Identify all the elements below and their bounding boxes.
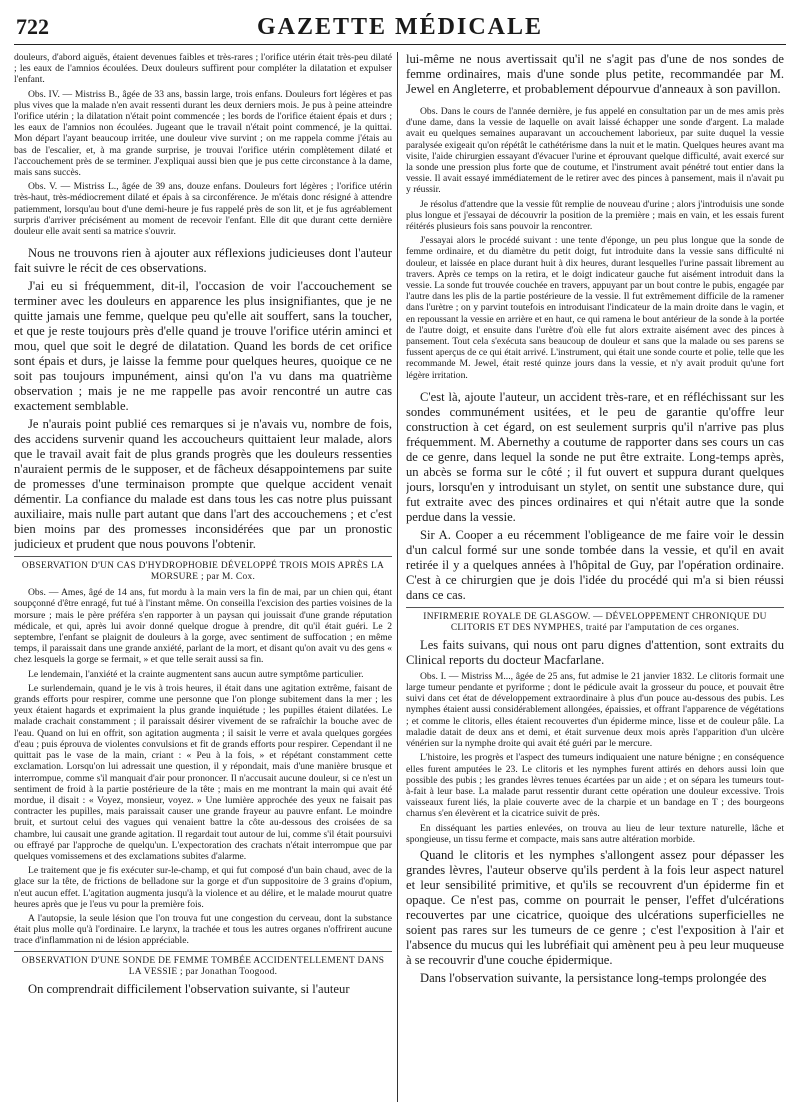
paragraph: L'histoire, les progrès et l'aspect des tumeurs indiquaient une nature bénigne ; en conséquence elles furent amputées le 23. Le clitoris et les nymphes furent attirés en dehors aussi loin que possible des pubis ; les grandes lèvres tenues écartées par un aide ; et on sépara les tumeurs tout-à-fait à leur base. La malade parut ressentir durant cette opération une douleur excessive. Trois vaisseaux furent liés, la plaie couverte avec de la charpie et un bandage en T ; des bourgeons charnus s'en élevèrent et la cicatrice suivit de près. [406,752,784,820]
header-rule [14,44,786,45]
article-title: OBSERVATION D'UNE SONDE DE FEMME TOMBÉE ACCIDENTELLEMENT DANS LA VESSIE ; par Jonathan Toogood. [21,955,385,977]
paragraph: En disséquant les parties enlevées, on trouva au lieu de leur texture naturelle, lâche et spongieuse, un tissu ferme et compacte, mais sans autre altération morbide. [406,822,784,845]
section-rule [14,951,392,952]
paragraph: Nous ne trouvons rien à ajouter aux réflexions judicieuses dont l'auteur fait suivre le récit de ces observations. [14,246,392,276]
paragraph: C'est là, ajoute l'auteur, un accident très-rare, et en réfléchissant sur les sondes communément usitées, et le peu de garantie qu'offre leur construction à cet égard, on est seulement surpris qu'il n'arrive pas plus fréquemment. M. Abernethy a coutume de rapporter dans ses cours un cas de ce genre, dans lequel la sonde ne put être extraite. Long-temps après, un abcès se forma sur le côté ; il fut ouvert et suppura durant quelques jours, lorsqu'en y introduisant un stylet, on sentit une substance dure, qui fut extraite avec des pinces ordinaires et qui n'était autre que la sonde perdue dans la vessie. [406,389,784,524]
paragraph: douleurs, d'abord aiguës, étaient devenues faibles et très-rares ; l'orifice utérin était très-peu dilaté ; les eaux de l'amnios écoulées. Deux douleurs suffirent pour compléter la dilatation et expulser l'enfant. [14,52,392,86]
paragraph: lui-même ne nous avertissait qu'il ne s'agit pas d'une de nos sondes de femme ordinaires, mais d'une sonde plus petite, recommandée par M. Jewel en Angleterre, et probablement dépourvue d'anneaux à son pavillon. [406,52,784,96]
paragraph: J'essayai alors le procédé suivant : une tente d'éponge, un peu plus longue que la sonde de femme ordinaire, et du diamètre du petit doigt, fut introduite dans la vessie sans difficulté ni douleur, et laissée en place durant huit à dix heures, durant lesquelles l'urine passait librement au travers. Après ce temps on la retira, et le doigt indicateur gauche fut aisément introduit dans la vessie. La sonde fut trouvée couchée en travers, appuyant par un bout contre le pubis, engagée par l'autre dans les plis de la partie postérieure de la vessie. Il fut extrêmement difficile de la ramener dans l'urètre ; on y parvint toutefois en introduisant l'indicateur de la main droite dans le vagin, et en repoussant la vessie en arrière et en haut, ce qui ramena le bout antérieur de la sonde à la portée de l'autre doigt, et ensuite dans l'urètre d'où elle fut alors extraite aisément avec des pinces à pansement. Tout cela s'exécuta sans beaucoup de douleur et sans que la malade ou ses parens se fussent aperçus de ce qui était arrivé. L'instrument, qui était une sonde courte et polie, telle que les recommande M. Jewel, était resté quinze jours dans la vessie, et n'y avait produit qu'une fort légère irritation. [406,235,784,381]
page-number: 722 [16,14,49,39]
right-column [406,52,784,1104]
observation-paragraph: Obs. — Ames, âgé de 14 ans, fut mordu à la main vers la fin de mai, par un chien qui, étant soupçonné d'être enragé, fut tué à l'instant même. On conseilla l'excision des parties voisines de la morsure ; mais le père préféra s'en rapporter à un paysan qui jouissait d'une grande réputation médicale, et qui, après lui avoir donné quelque drogue à prendre, dit qu'il était guéri. Le 2 septembre, l'enfant se plaignit de douleurs à la gorge, avec sentiment de suffocation ; en même temps, il paraissait dans une grande anxiété, parlant de la mort, et disant qu'on avait vu des gens « chez lesquels la gorge se fermait, » et que telle serait aussi sa fin. [14,587,392,666]
section-rule [406,607,784,608]
observation-paragraph: Obs. I. — Mistriss M..., âgée de 25 ans, fut admise le 21 janvier 1832. Le clitoris formait une large tumeur pendante et pyriforme ; dont le pédicule avait la grosseur du pouce, et pouvait être suivi dans cet état de développement extraordinaire à plus d'un pouce au-dessous des pubis. Les nymphes étaient aussi considérablement allongées, épaissies, et offrant l'apparence de végétations ; et comme le clitoris, elles étaient recouvertes d'un épiderme mince, lisse et de couleur pâle. La maladie datait de deux ans et demi, et était survenue deux mois après l'apparition d'un ulcère vénérien sur la nymphe droite qui avait été guéri par le mercure. [406,670,784,750]
paragraph: Je n'aurais point publié ces remarques si je n'avais vu, nombre de fois, des accidens survenir quand les accoucheurs quittaient leur malade, alors que le travail avait fait de plus grands progrès que les douleurs ressenties n'auraient permis de le supposer, et de fâcheux désappointemens par suite de promesses d'une terminaison prompte que quelque accident venait démentir. La confiance du malade est dans tous les cas notre plus puissant auxiliaire, mais nulle part autant que dans l'art des accouchemens ; et c'est bien moins par des promesses inconsidérées que par un pronostic judicieux et prudent que nous pouvons l'obtenir. [14,417,392,552]
paragraph: Quand le clitoris et les nymphes s'allongent assez pour dépasser les grandes lèvres, l'auteur observe qu'ils perdent à la fois leur aspect naturel et leur sensibilité primitive, et qu'ils se recouvrent d'un épiderme fin et opaque. Ce n'est pas, comme on pourrait le penser, l'effet d'ulcérations recouvertes par une cicatrice, quoique des ulcérations superficielles ne soient pas rares sur les tumeurs de ce genre ; c'est l'exposition à l'air et l'absence du mucus qui les lubréfiait qui amènent peu à peu leur muqueuse à se recouvrir d'une couche épidermique. [406,847,784,967]
paragraph: Je résolus d'attendre que la vessie fût remplie de nouveau d'urine ; alors j'introduisis une sonde plus longue et j'essayai de découvrir la position de la première ; mais en vain, et les essais furent réitérés plusieurs fois sans pouvoir la rencontrer. [406,198,784,233]
paragraph: On comprendrait difficilement l'observation suivante, si l'auteur [28,981,350,996]
observation-paragraph: Obs. IV. — Mistriss B., âgée de 33 ans, bassin large, trois enfans. Douleurs fort légères et pas plus vives que la malade n'en avait ressenti durant les deux derniers mois. Je pus à peine atteindre l'orifice utérin ; la dilatation n'était point commencée ; les bords de l'orifice étaient épais et durs ; les eaux de l'amnios non écoulées. Jugeant que le travail n'était point commencé, je la quittai. Mon départ l'ayant beaucoup irritée, une douleur vive survint ; on me rappela comme j'étais au bas de l'escalier, et, à ma grande surprise, je trouvai l'orifice utérin complètement dilaté et l'accouchement près de se terminer. J'expliquai aussi bien que je pus cette circonstance à la dame, mais sans succès. [14,88,392,179]
paragraph: A l'autopsie, la seule lésion que l'on trouva fut une congestion du cerveau, dont la substance était plus molle qu'à l'ordinaire. Le larynx, la trachée et tous les autres organes n'offrirent aucune trace d'inflammation ni de lésion appréciable. [14,912,392,947]
page-header [14,8,786,44]
paragraph: Sir A. Cooper a eu récemment l'obligeance de me faire voir le dessin d'un calcul formé sur une sonde tombée dans la vessie, et qu'il en avait retirée il y a quelques années à l'hôpital de Guy, par l'opération ordinaire. C'est à ce chirurgien que je dois l'idée du procédé qui m'a si bien réussi dans ce cas. [406,527,784,602]
article-title: INFIRMERIE ROYALE DE GLASGOW. — DÉVELOPPEMENT CHRONIQUE DU CLITORIS ET DES NYMPHES, traité par l'amputation de ces organes. [423,611,767,633]
paragraph: Le traitement que je fis exécuter sur-le-champ, et qui fut composé d'un bain chaud, avec de la glace sur la tête, de frictions de belladone sur la gorge et d'un suppositoire de 3 grains d'opium, n'eut aucun effet. L'agitation augmenta jusqu'à la violence et au délire, et le malade mourut quatre heures après que je l'eus vu pour la première fois. [14,865,392,910]
paragraph: J'ai eu si fréquemment, dit-il, l'occasion de voir l'accouchement se terminer avec les douleurs en apparence les plus insignifiantes, que je ne quitte jamais une femme, quelque peu qu'elle ait souffert, sans la toucher, et que je reste toujours près d'elle quand je trouve l'orifice utérin aminci et mou, quel que soit le degré de dilatation. Quand les bords de cet orifice sont épais et durs, je laisse la femme pour quelques heures, quoique ce ne soit pas toujours impunément, ainsi qu'on l'a vu dans ma quatrième observation ; mais je ne me rappelle pas avoir rencontré un autre cas exactement semblable. [14,279,392,414]
observation-paragraph: Obs. Dans le cours de l'année dernière, je fus appelé en consultation par un de mes amis près d'une dame, dans la vessie de laquelle on avait laissé échapper une sonde d'argent. La malade avait eu quelques semaines auparavant un accouchement laborieux, par suite duquel la vessie paralysée exigeait qu'on répétât le cathétérisme dans la nuit et le matin. Quelques heures avant ma visite, l'aide chirurgien essayant d'évacuer l'urine et éprouvant quelque difficulté, avait exercé sur la sonde une pression plus forte que de coutume, et l'instrument avait pénétré tout entier dans la vessie. Il avait essayé immédiatement de le retirer avec des pinces à pansement, mais il n'avait pu y réussir. [406,106,784,196]
observation-paragraph: Obs. V. — Mistriss L., âgée de 39 ans, douze enfans. Douleurs fort légères ; l'orifice utérin très-haut, très-médiocrement dilaté et épais à sa circonférence. Je m'étais donc résigné à attendre patiemment, lorsqu'au bout d'une demi-heure je fus rappelé près de son lit, et je fus agréablement surpris d'arriver précisément au moment de recevoir l'enfant. Elle dit que durant cette dernière douleur elle avait senti sa matrice s'ouvrir. [14,181,392,238]
paragraph: Les faits suivans, qui nous ont paru dignes d'attention, sont extraits du Clinical reports du docteur Macfarlane. [406,637,784,667]
article-title: OBSERVATION D'UN CAS D'HYDROPHOBIE DÉVELOPPÉ TROIS MOIS APRÈS LA MORSURE ; par M. Cox. [21,561,385,583]
section-rule [14,556,392,557]
paragraph: Le surlendemain, quand je le vis à trois heures, il était dans une agitation extrême, faisant de grands efforts pour respirer, comme une personne que l'on plonge subitement dans la mer ; les yeux étaient hagards et exprimaient la plus grande inquiétude ; les pupilles étaient dilatées. Le malade crachait constamment ; il paraissait désirer vivement de se rafraîchir la bouche avec de l'eau. Quand on lui en offrit, son agitation augmenta ; il saisit le verre et avala quelques gorgées d'eau ; puis éprouva de violentes convulsions et fit de grands efforts pour respirer. Cependant il ne quittait pas le vase de la main, criant : « Peu à la fois, » et répétant constamment cette exclamation. Lorsqu'on lui adressait une question, il y répondait, mais d'une manière brusque et interrompue, comme s'il manquait d'air pour prononcer. Il n'accusait aucune douleur, si ce n'est un sentiment de froid à la partie postérieure de la tête ; mais en me montrant la main qui avait été mordue, il disait : « Voyez, monsieur, voyez. » Une lumière approchée des yeux ne faisait pas contracter les pupilles, mais paraissait causer une grande frayeur au pauvre enfant. Le moindre bruit, et surtout celui des vagues qui venaient battre la côte au-dessous des croisées de sa chambre, lui causait une grande agitation. Il regardait tout autour de lui, comme s'il était poursuivi ou effrayé par l'approche de quelqu'un. L'expectoration des crachats n'était interrompue que par quelques vomissemens et des exclamations subites d'alarme. [14,682,392,862]
paragraph: Le lendemain, l'anxiété et la crainte augmentent sans aucun autre symptôme particulier. [28,668,364,680]
column-divider [397,52,398,1102]
left-column [14,52,392,1104]
journal-title: GAZETTE MÉDICALE [256,14,544,40]
paragraph: Dans l'observation suivante, la persistance long-temps prolongée des [420,970,767,985]
